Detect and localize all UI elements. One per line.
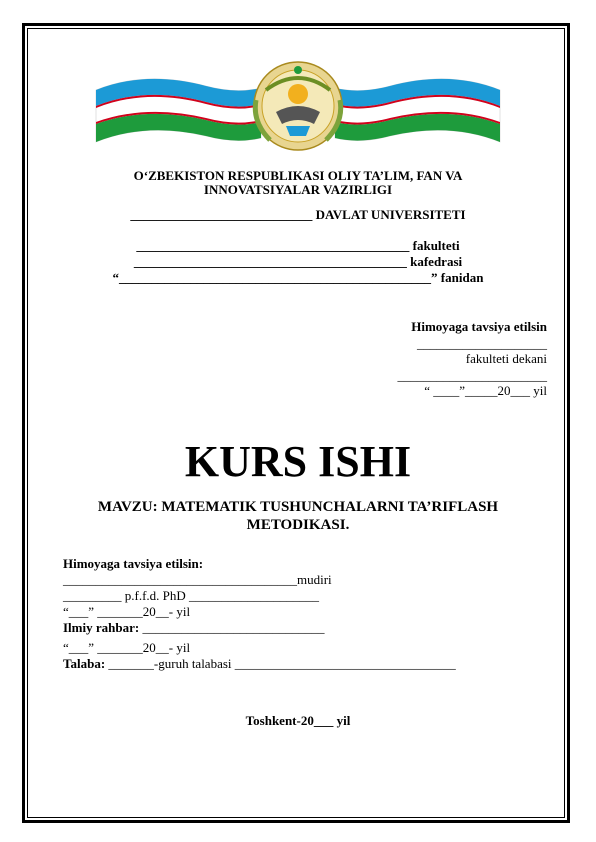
student-line xyxy=(63,656,456,671)
approval-date: “ ____”_____20___ yil xyxy=(424,383,547,398)
state-emblem-with-flags xyxy=(86,60,510,152)
dean-label: fakulteti dekani xyxy=(465,351,547,366)
advisor-blank: ____________________________ xyxy=(139,620,325,635)
student-text: _______-guruh talabasi __________________________________ xyxy=(105,656,456,671)
footer-city-year: Toshkent-20___ yil xyxy=(245,713,351,728)
subject-line: “________________________________________________” fanidan xyxy=(112,270,484,285)
emblem-flags-icon xyxy=(86,60,510,152)
advisor-line xyxy=(63,620,324,635)
date-line-1: “___” _______20__- yil xyxy=(63,604,191,619)
student-label: Talaba: xyxy=(63,656,106,671)
department-line: __________________________________________ kafedrasi xyxy=(133,254,463,269)
department-head-line: ____________________________________mudiri xyxy=(63,572,332,587)
recommend-label: Himoyaga tavsiya etilsin: xyxy=(63,556,204,571)
approval-heading: Himoyaga tavsiya etilsin xyxy=(411,319,547,334)
document-title: KURS ISHI xyxy=(184,437,412,486)
advisor-label: Ilmiy rahbar: xyxy=(63,620,140,635)
approval-blank-1: ____________________ xyxy=(417,336,547,351)
approval-blank-2: _______________________ xyxy=(397,368,547,383)
date-line-2: “___” _______20__- yil xyxy=(63,640,191,655)
topic-line-2: METODIKASI. xyxy=(246,517,350,533)
ministry-line-2: INNOVATSIYALAR VAZIRLIGI xyxy=(203,182,393,197)
phd-line: _________ p.f.f.d. PhD ____________________ xyxy=(63,588,320,603)
topic-line-1: MAVZU: MATEMATIK TUSHUNCHALARNI TA’RIFLASH xyxy=(97,499,499,515)
ministry-line-1: O‘ZBEKISTON RESPUBLIKASI OLIY TA’LIM, FAN VA xyxy=(133,168,463,183)
university-line: ____________________________ DAVLAT UNIVERSITETI xyxy=(130,207,466,222)
faculty-line: __________________________________________ fakulteti xyxy=(136,238,460,253)
